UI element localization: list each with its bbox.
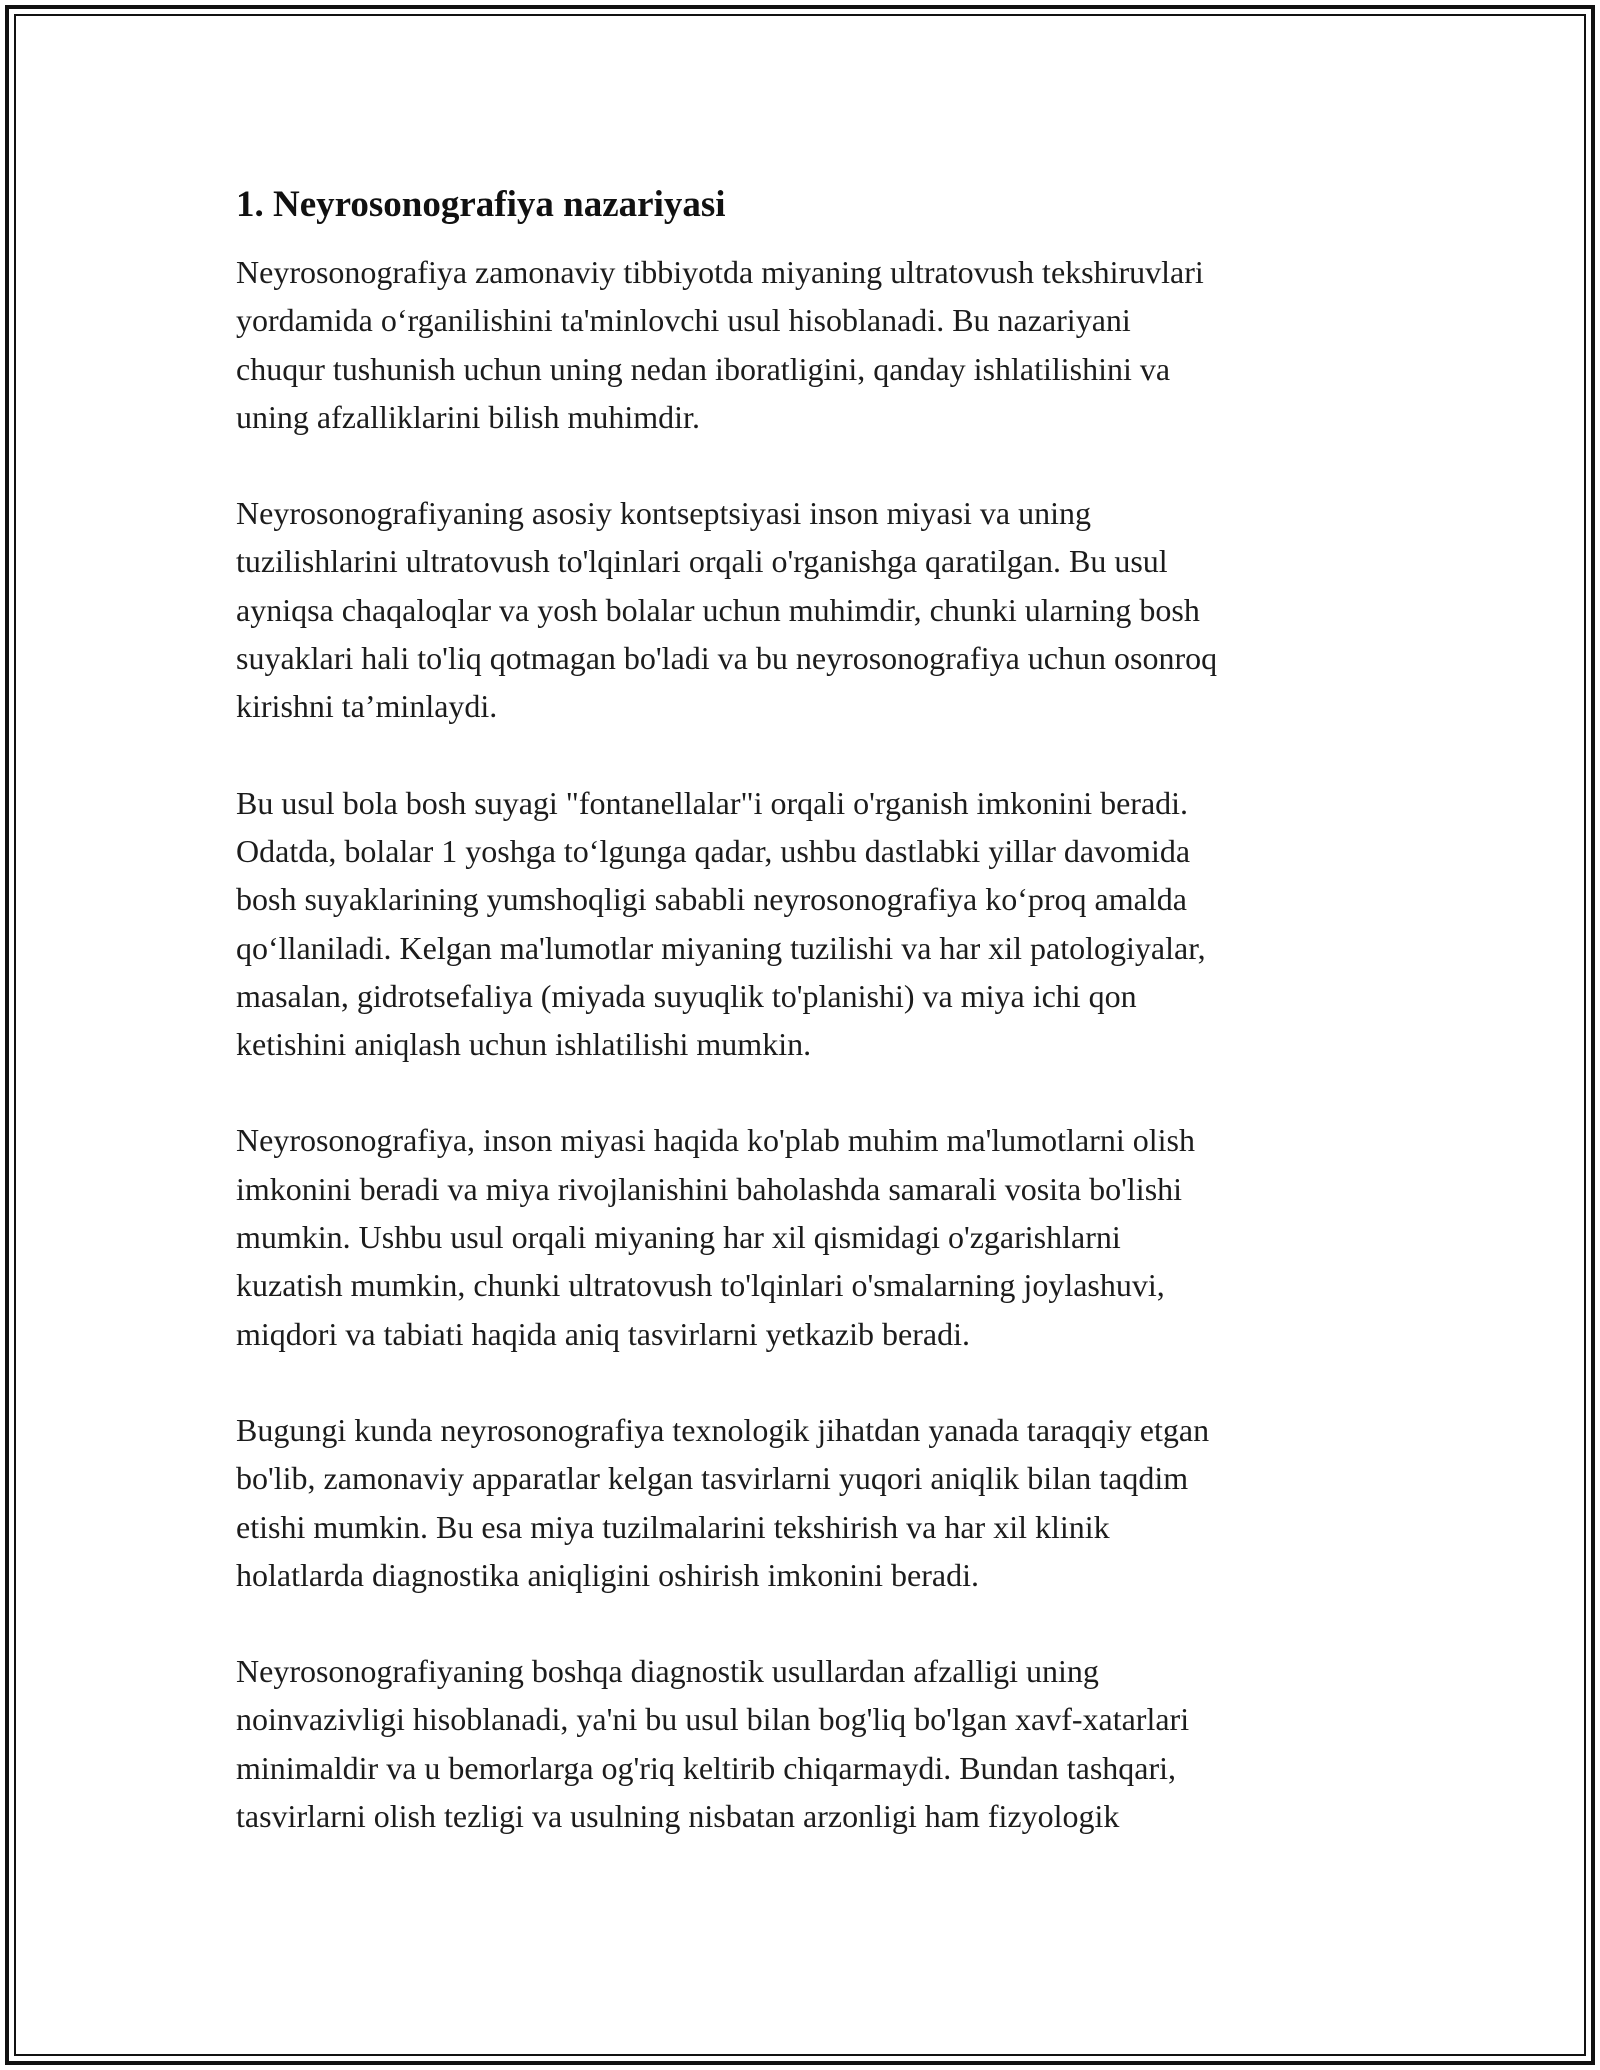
paragraph-line: Neyrosonografiyaning boshqa diagnostik usullardan afzalligi uning (236, 1653, 1099, 1690)
paragraph-line: kirishni ta’minlaydi. (236, 688, 498, 725)
paragraph (236, 248, 1376, 441)
section-heading: 1. Neyrosonografiya nazariyasi (236, 184, 726, 225)
paragraph-line: uning afzalliklarini bilish muhimdir. (236, 398, 700, 435)
paragraph-line: holatlarda diagnostika aniqligini oshirish imkonini beradi. (236, 1556, 979, 1593)
paragraph (236, 1116, 1376, 1357)
paragraph-line: minimaldir va u bemorlarga og'riq keltirib chiqarmaydi. Bundan tashqari, (236, 1749, 1177, 1786)
paragraph (236, 779, 1376, 1069)
paragraph-line: yordamida o‘rganilishini ta'minlovchi usul hisoblanadi. Bu nazariyani (236, 302, 1131, 339)
paragraph-line: tuzilishlarini ultratovush to'lqinlari orqali o'rganishga qaratilgan. Bu usul (236, 543, 1168, 580)
paragraph-line: imkonini beradi va miya rivojlanishini baholashda samarali vosita bo'lishi (236, 1170, 1183, 1207)
paragraph-line: Neyrosonografiya, inson miyasi haqida ko'plab muhim ma'lumotlarni olish (236, 1122, 1195, 1159)
paragraph-list (236, 248, 1376, 1840)
paragraph-line: noinvazivligi hisoblanadi, ya'ni bu usul bilan bog'liq bo'lgan xavf-xatarlari (236, 1701, 1190, 1738)
paragraph-line: Bugungi kunda neyrosonografiya texnologik jihatdan yanada taraqqiy etgan (236, 1411, 1210, 1448)
paragraph-line: bo'lib, zamonaviy apparatlar kelgan tasvirlarni yuqori aniqlik bilan taqdim (236, 1460, 1189, 1497)
paragraph-line: Neyrosonografiya zamonaviy tibbiyotda miyaning ultratovush tekshiruvlari (236, 254, 1204, 290)
paragraph-line: kuzatish mumkin, chunki ultratovush to'lqinlari o'smalarning joylashuvi, (236, 1267, 1165, 1304)
paragraph (236, 1647, 1376, 1840)
paragraph-line: chuqur tushunish uchun uning nedan iboratligini, qanday ishlatilishini va (236, 350, 1171, 387)
paragraph-line: masalan, gidrotsefaliya (miyada suyuqlik to'planishi) va miya ichi qon (236, 977, 1137, 1014)
paragraph (236, 489, 1376, 730)
paragraph-line: etishi mumkin. Bu esa miya tuzilmalarini tekshirish va har xil klinik (236, 1508, 1110, 1545)
paragraph-line: qo‘llaniladi. Kelgan ma'lumotlar miyaning tuzilishi va har xil patologiyalar, (236, 929, 1206, 966)
paragraph-line: ketishini aniqlash uchun ishlatilishi mumkin. (236, 1026, 812, 1063)
paragraph-line: Bu usul bola bosh suyagi "fontanellalar"i orqali o'rganish imkonini beradi. (236, 784, 1189, 821)
paragraph-line: ayniqsa chaqaloqlar va yosh bolalar uchun muhimdir, chunki ularning bosh (236, 591, 1200, 628)
paragraph-line: miqdori va tabiati haqida aniq tasvirlarni yetkazib beradi. (236, 1315, 970, 1352)
paragraph-line: Odatda, bolalar 1 yoshga to‘lgunga qadar, ushbu dastlabki yillar davomida (236, 832, 1191, 869)
paragraph-line: Neyrosonografiyaning asosiy kontseptsiyasi inson miyasi va uning (236, 495, 1092, 532)
paragraph (236, 1406, 1376, 1599)
document-body (236, 182, 1376, 1888)
paragraph-line: suyaklari hali to'liq qotmagan bo'ladi va bu neyrosonografiya uchun osonroq (236, 640, 1218, 677)
paragraph-line: bosh suyaklarining yumshoqligi sababli neyrosonografiya ko‘proq amalda (236, 881, 1187, 918)
paragraph-line: tasvirlarni olish tezligi va usulning nisbatan arzonligi ham fizyologik (236, 1798, 1120, 1835)
paragraph-line: mumkin. Ushbu usul orqali miyaning har xil qismidagi o'zgarishlarni (236, 1219, 1121, 1256)
